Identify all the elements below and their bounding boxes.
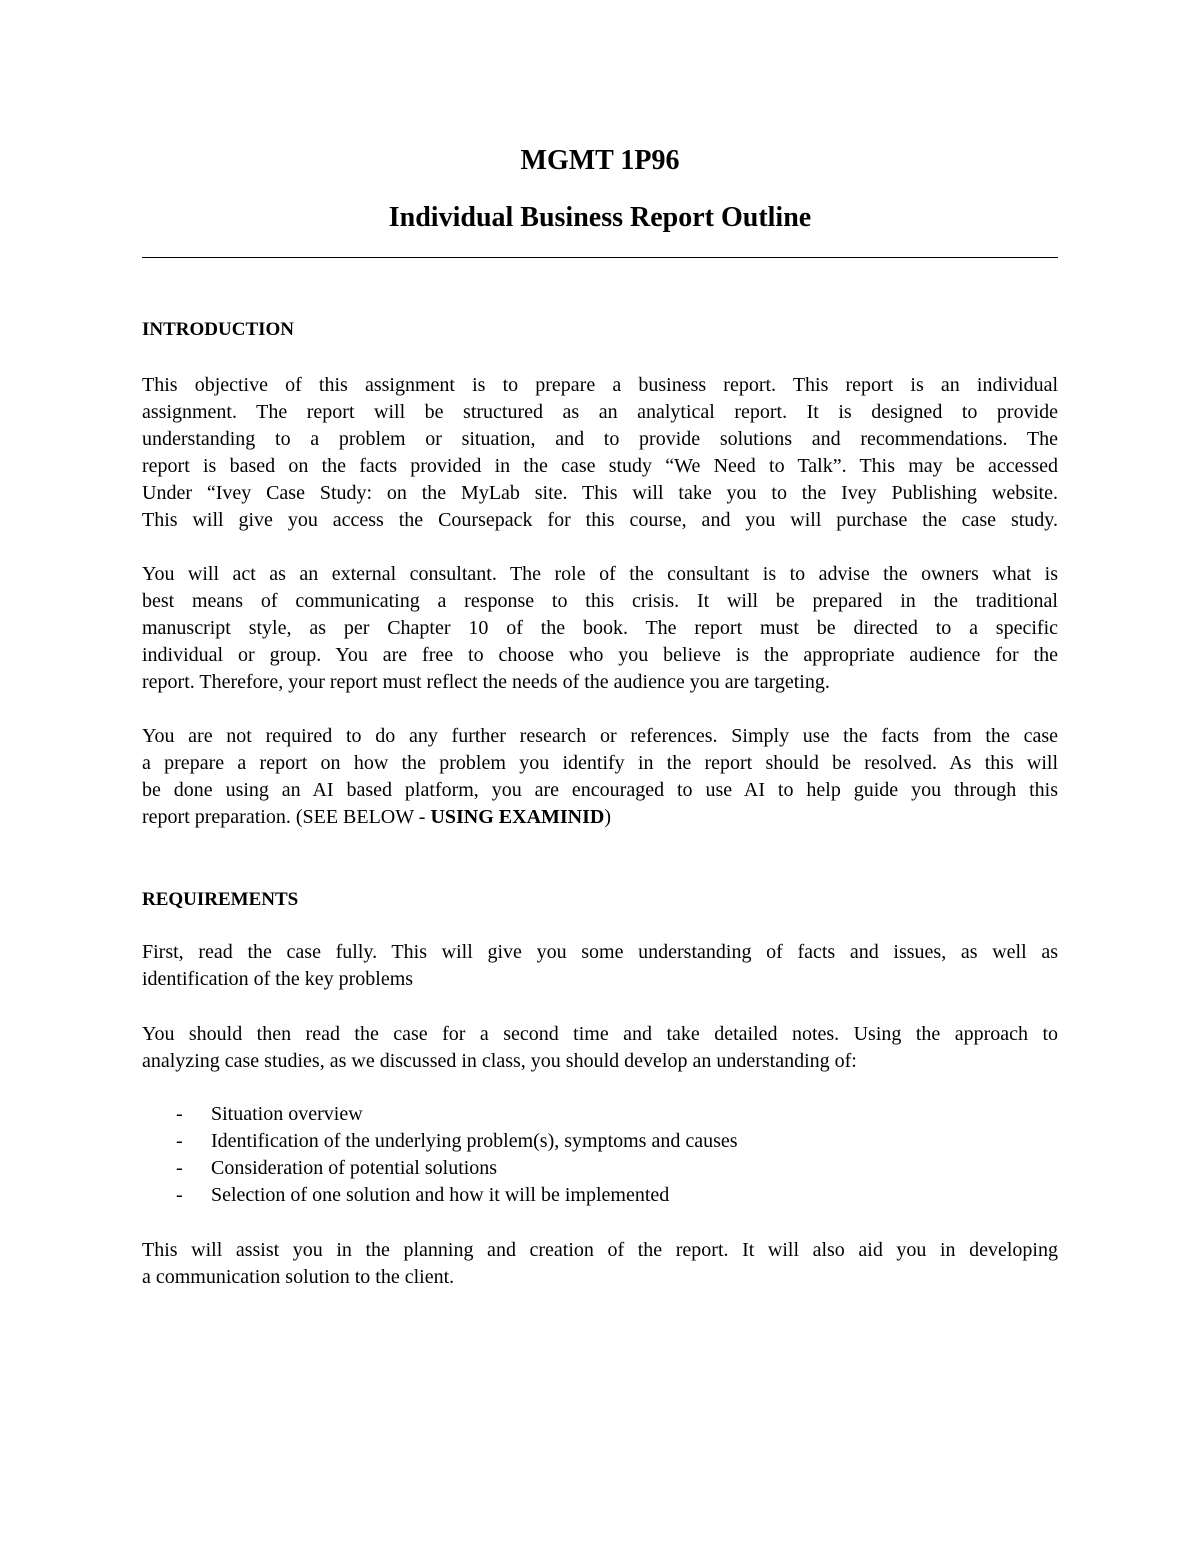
text-line: a communication solution to the client. (142, 1266, 455, 1288)
bullet-text: Situation overview (211, 1103, 363, 1125)
text-line: a prepare a report on how the problem you identify in the report should be resolved. As this will (142, 752, 1058, 774)
introduction-heading: INTRODUCTION (142, 319, 295, 340)
list-item (142, 1101, 1058, 1128)
text-line: Under “Ivey Case Study: on the MyLab site. This will take you to the Ivey Publishing website. (142, 482, 1058, 504)
text-line: manuscript style, as per Chapter 10 of the book. The report must be directed to a specific (142, 617, 1058, 639)
text-line: best means of communicating a response to this crisis. It will be prepared in the traditional (142, 590, 1058, 612)
bullet-text: Identification of the underlying problem(s), symptoms and causes (211, 1130, 738, 1152)
course-code: MGMT 1P96 (520, 145, 680, 176)
requirements-paragraph-1 (142, 939, 1058, 993)
bullet-text: Selection of one solution and how it will be implemented (211, 1184, 670, 1206)
text-line: You should then read the case for a second time and take detailed notes. Using the approach to (142, 1023, 1058, 1045)
text-line: individual or group. You are free to choose who you believe is the appropriate audience for the (142, 644, 1058, 666)
bullet-dash: - (176, 1130, 183, 1152)
title-divider (142, 257, 1058, 258)
examinid-emphasis: USING EXAMINID (430, 806, 605, 828)
analysis-bullet-list (142, 1101, 1058, 1209)
text-line: analyzing case studies, as we discussed in class, you should develop an understanding of: (142, 1050, 857, 1072)
text-line: assignment. The report will be structured as an analytical report. It is designed to provide (142, 401, 1058, 423)
list-item (142, 1182, 1058, 1209)
text-fragment: ) (604, 806, 612, 828)
bullet-dash: - (176, 1103, 183, 1125)
document-title: Individual Business Report Outline (388, 202, 812, 233)
introduction-paragraph-3 (142, 723, 1058, 831)
text-line: understanding to a problem or situation, and to provide solutions and recommendations. The (142, 428, 1058, 450)
requirements-heading: REQUIREMENTS (142, 889, 299, 910)
text-fragment: report preparation. (SEE BELOW - (142, 806, 431, 828)
text-line: You will act as an external consultant. The role of the consultant is to advise the owners what is (142, 563, 1058, 585)
text-line: identification of the key problems (142, 968, 414, 990)
text-line (142, 804, 1058, 831)
text-line: be done using an AI based platform, you are encouraged to use AI to help guide you through this (142, 779, 1058, 801)
text-line: report. Therefore, your report must reflect the needs of the audience you are targeting. (142, 671, 830, 693)
text-line: This will assist you in the planning and creation of the report. It will also aid you in developing (142, 1239, 1058, 1261)
text-line: This objective of this assignment is to prepare a business report. This report is an individual (142, 374, 1058, 396)
text-line: report is based on the facts provided in the case study “We Need to Talk”. This may be accessed (142, 455, 1058, 477)
list-item (142, 1155, 1058, 1182)
bullet-text: Consideration of potential solutions (211, 1157, 498, 1179)
text-line: You are not required to do any further research or references. Simply use the facts from the case (142, 725, 1058, 747)
list-item (142, 1128, 1058, 1155)
bullet-dash: - (176, 1157, 183, 1179)
text-line: First, read the case fully. This will give you some understanding of facts and issues, as well as (142, 941, 1058, 963)
introduction-paragraph-2 (142, 561, 1058, 696)
bullet-dash: - (176, 1184, 183, 1206)
text-line: This will give you access the Coursepack for this course, and you will purchase the case study. (142, 509, 1058, 531)
introduction-paragraph-1 (142, 372, 1058, 534)
requirements-paragraph-2 (142, 1021, 1058, 1075)
requirements-paragraph-3 (142, 1237, 1058, 1291)
